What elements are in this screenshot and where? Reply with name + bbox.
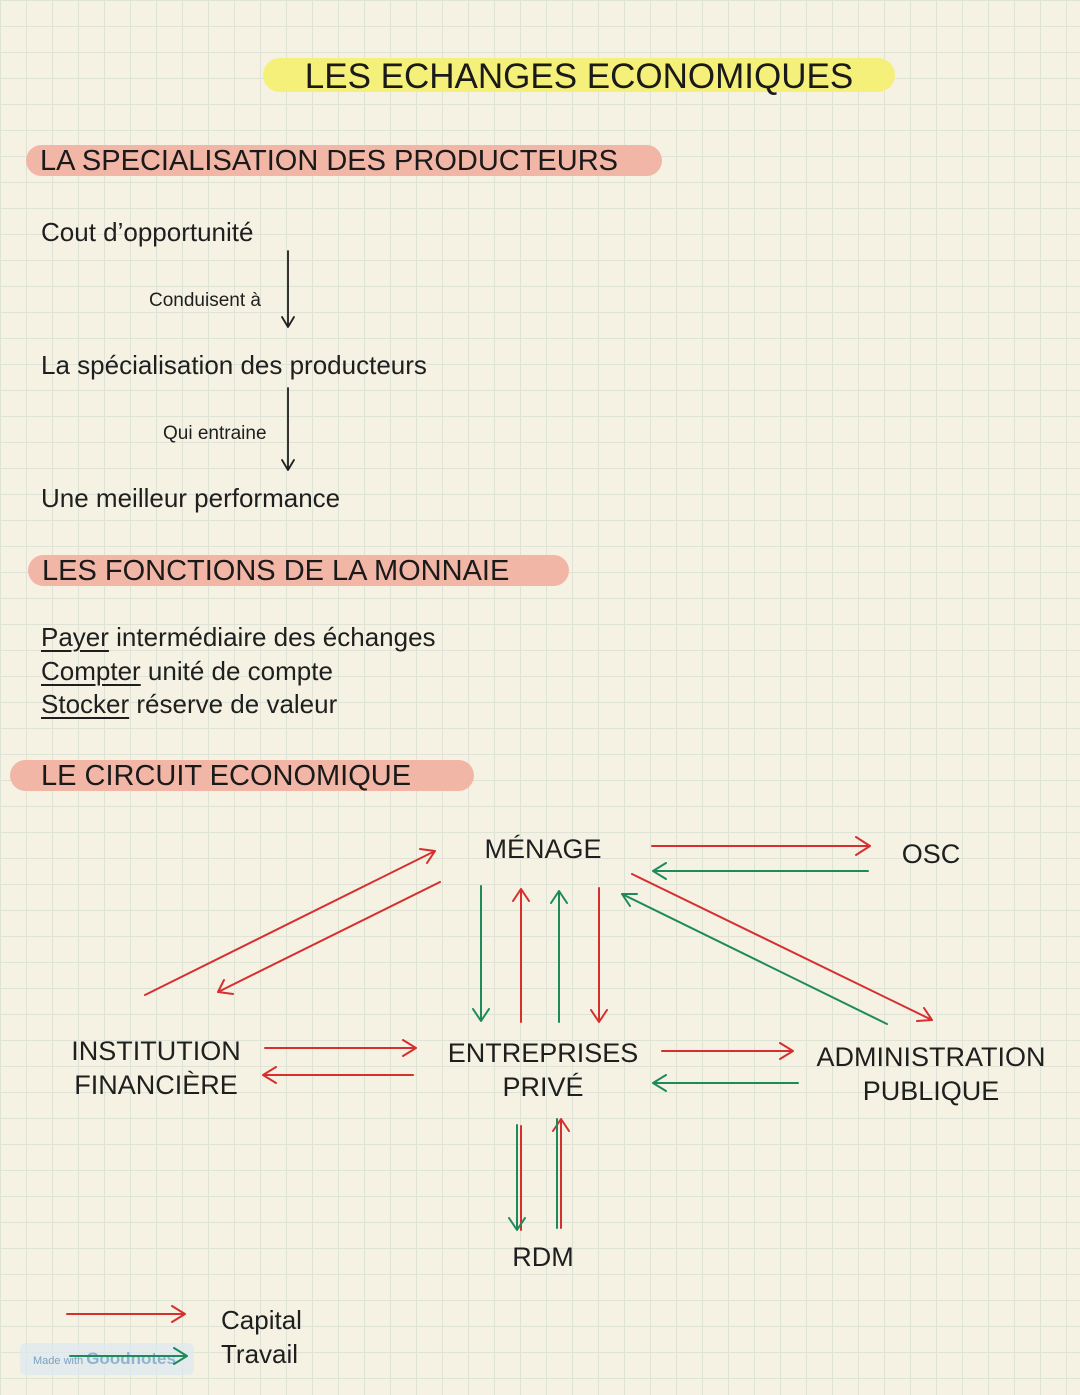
- section-heading-circuit: LE CIRCUIT ECONOMIQUE: [10, 760, 474, 791]
- fonction-item-payer: [41, 622, 436, 653]
- arrow-administration-to-entreprises: [653, 1075, 798, 1091]
- travail-arrows: [70, 863, 887, 1364]
- arrow-entreprises-to-institution: [263, 1067, 413, 1083]
- node-entreprises-prive: [443, 1036, 643, 1104]
- fonction-desc: réserve de valeur: [129, 689, 338, 719]
- flow-step-cout-opportunite: Cout d’opportunité: [41, 217, 254, 247]
- fonction-desc: intermédiaire des échanges: [108, 622, 436, 652]
- node-line: ADMINISTRATION: [816, 1042, 1046, 1072]
- section-heading-specialisation: LA SPECIALISATION DES PRODUCTEURS: [26, 145, 662, 176]
- page-title: LES ECHANGES ECONOMIQUES: [263, 58, 895, 92]
- arrow-institution-to-entreprises: [265, 1040, 416, 1056]
- node-line: INSTITUTION: [71, 1036, 241, 1066]
- fonction-verb: Stocker: [41, 689, 130, 719]
- watermark-brand: Goodnotes: [86, 1349, 176, 1368]
- arrow-rdm-to-entreprises-red: [553, 1119, 569, 1228]
- down-arrow-icon: [282, 388, 294, 470]
- section-heading-fonctions: LES FONCTIONS DE LA MONNAIE: [28, 555, 569, 586]
- node-osc: OSC: [901, 839, 961, 869]
- flow-link-conduisent: Conduisent à: [149, 290, 261, 311]
- fonction-desc: unité de compte: [140, 656, 333, 686]
- arrow-menage-to-osc: [652, 837, 870, 855]
- fonction-verb: Payer: [41, 622, 109, 652]
- node-menage: MÉNAGE: [484, 834, 602, 864]
- node-institution-financiere: [55, 1034, 257, 1102]
- arrow-menage-to-entreprises-travail: [473, 886, 489, 1021]
- arrow-entreprises-to-menage-travail: [551, 891, 567, 1022]
- arrow-administration-to-menage: [622, 894, 887, 1024]
- watermark-prefix: Made with: [33, 1355, 84, 1367]
- node-line: PUBLIQUE: [862, 1076, 1000, 1106]
- legend-label-travail: Travail: [221, 1339, 299, 1369]
- flow-link-entraine: Qui entraine: [163, 423, 267, 444]
- arrow-entreprises-to-administration: [662, 1043, 793, 1059]
- fonction-item-compter: [41, 656, 333, 687]
- goodnotes-watermark: [20, 1343, 194, 1375]
- flow-step-specialisation: La spécialisation des producteurs: [41, 350, 427, 380]
- arrow-menage-to-entreprises: [591, 888, 607, 1022]
- arrow-menage-to-administration: [632, 874, 932, 1021]
- arrow-entreprises-to-menage: [513, 889, 529, 1022]
- arrow-osc-to-menage: [653, 863, 868, 879]
- node-administration-publique: [811, 1040, 1051, 1108]
- fonction-verb: Compter: [41, 656, 141, 686]
- legend-capital-arrow-icon: [67, 1306, 185, 1322]
- node-line: PRIVÉ: [502, 1072, 584, 1102]
- arrow-menage-to-institution: [218, 882, 440, 994]
- arrow-entreprises-to-rdm: [509, 1125, 525, 1230]
- node-line: ENTREPRISES: [447, 1038, 639, 1068]
- node-line: FINANCIÈRE: [74, 1070, 238, 1100]
- fonction-item-stocker: [41, 689, 337, 720]
- legend-label-capital: Capital: [221, 1305, 302, 1335]
- down-arrow-icon: [282, 251, 294, 327]
- flow-step-performance: Une meilleur performance: [41, 483, 341, 513]
- arrow-institution-to-menage: [145, 849, 435, 995]
- node-rdm: RDM: [512, 1242, 574, 1272]
